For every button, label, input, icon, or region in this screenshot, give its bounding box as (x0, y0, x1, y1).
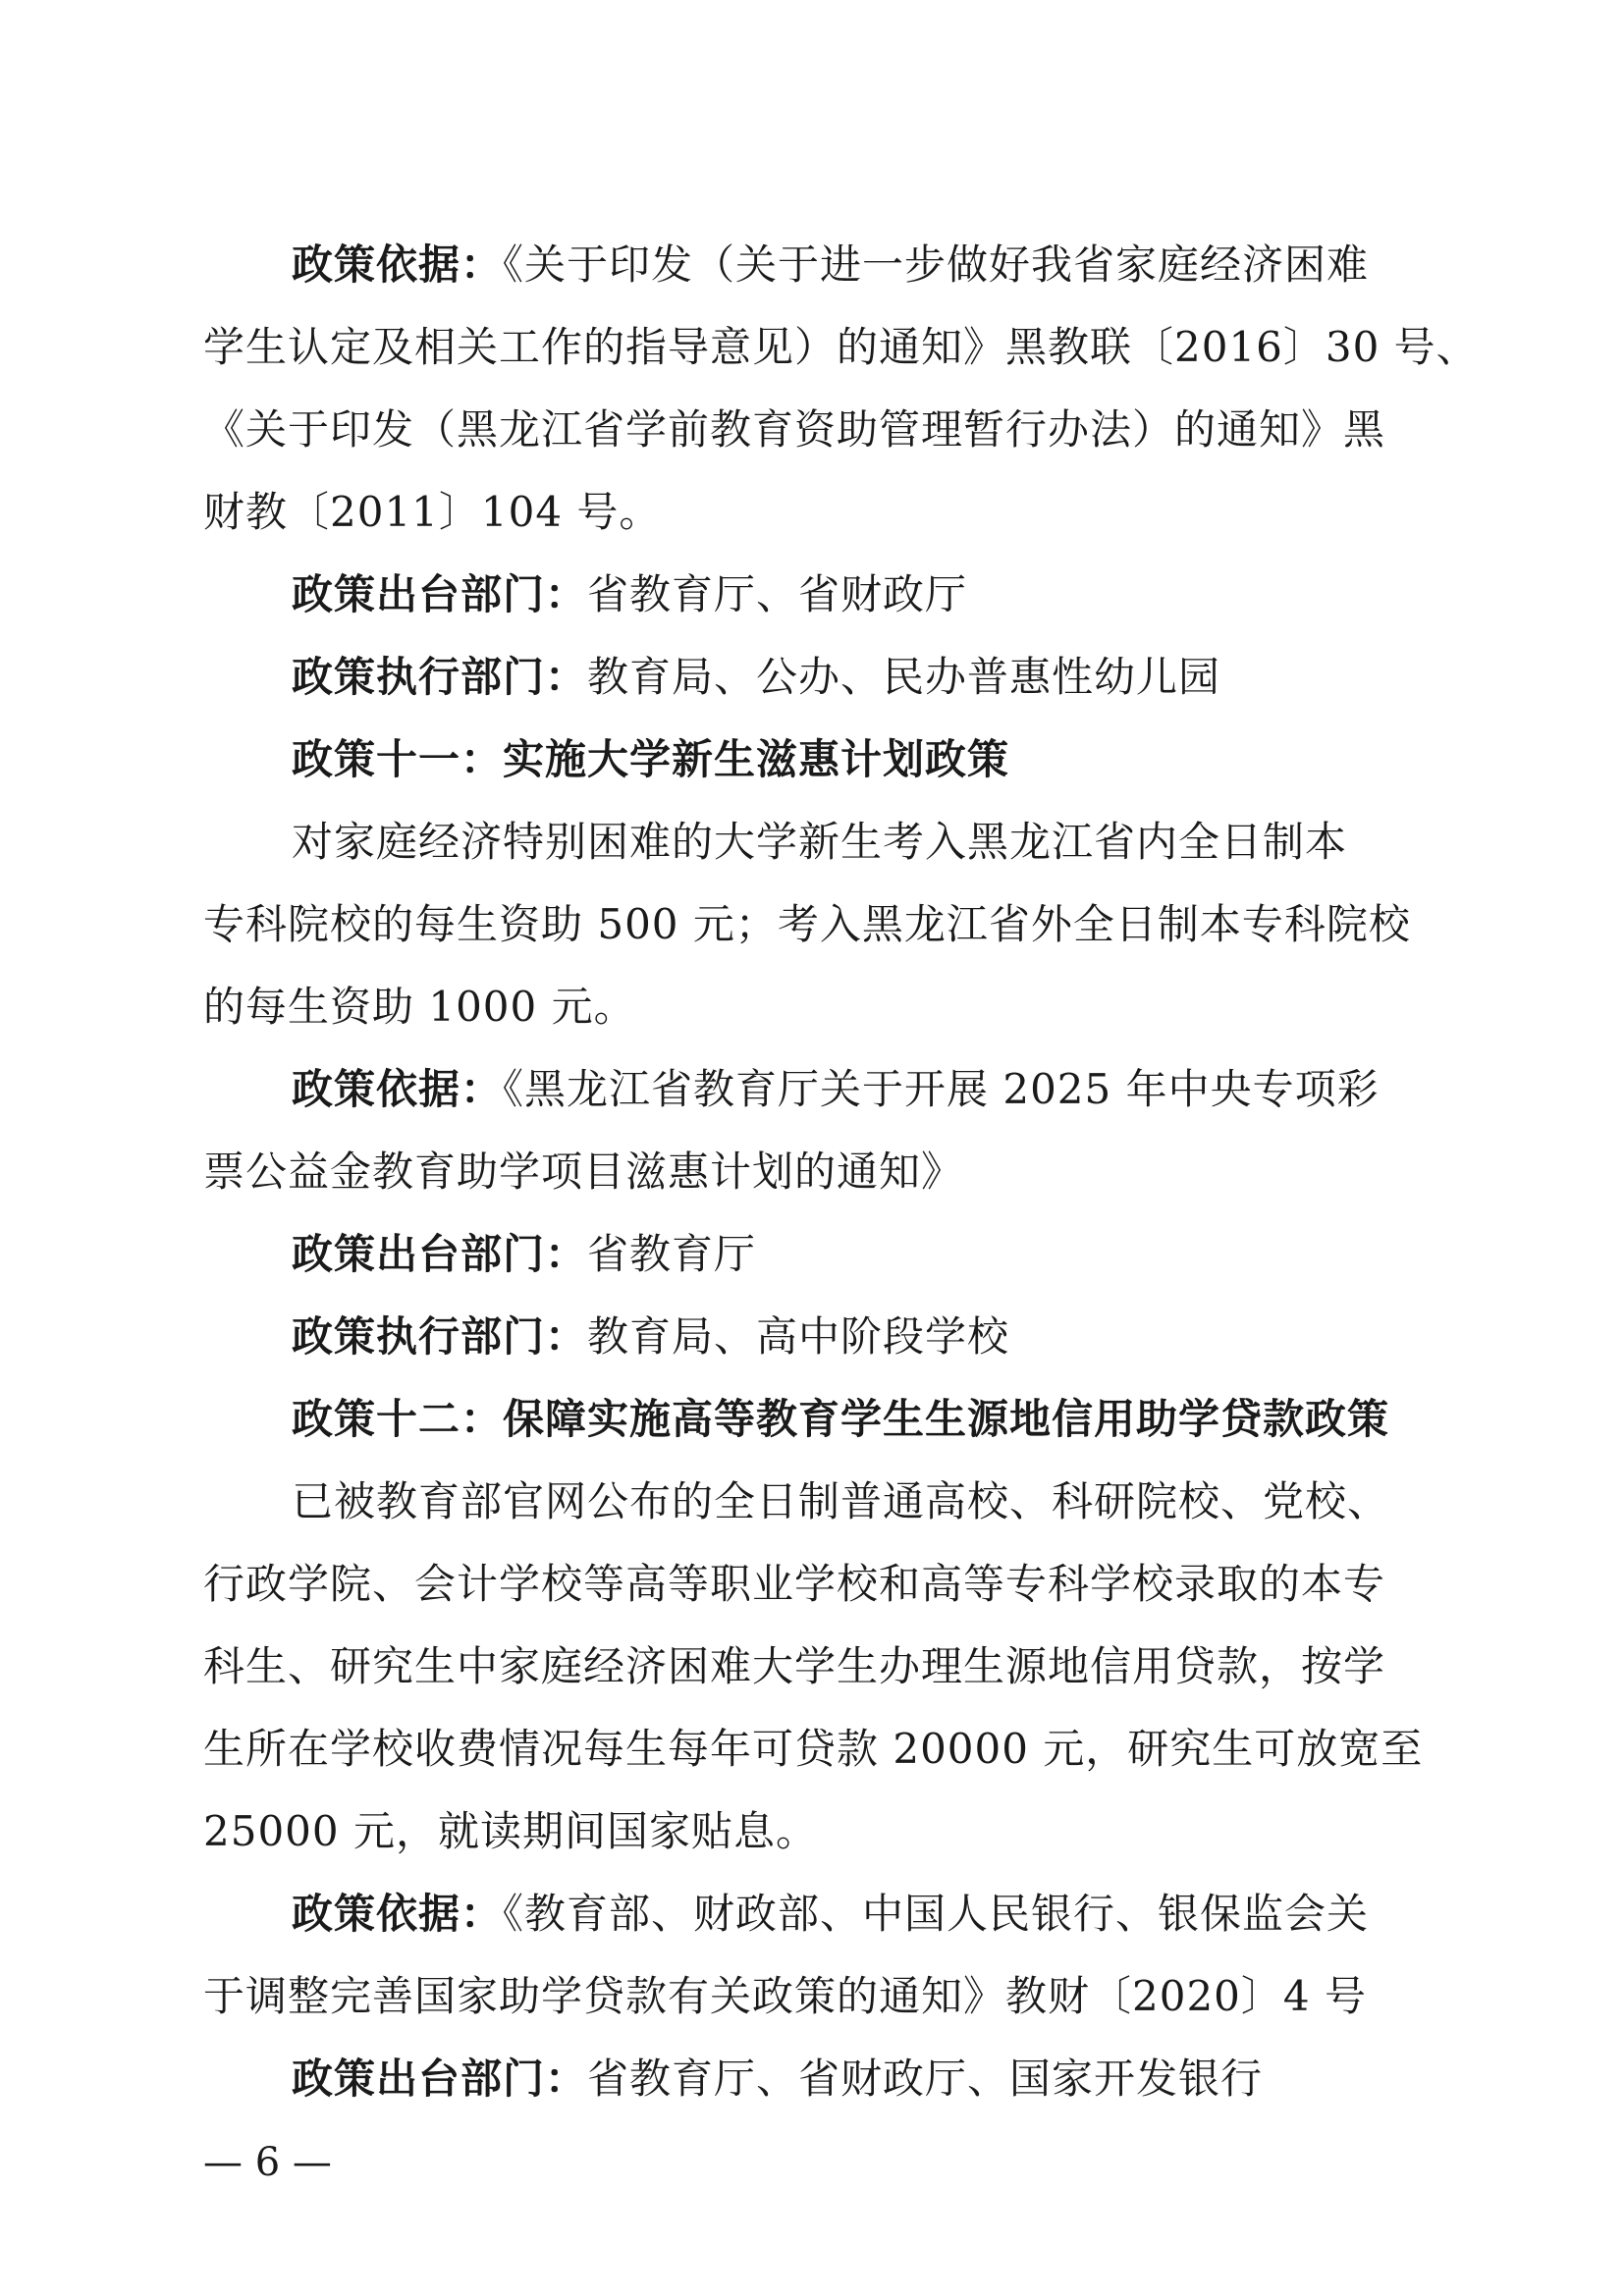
text-line: 生所在学校收费情况每生每年可贷款 20000 元，研究生可放宽至 (203, 1725, 1424, 1773)
text-line: 行政学院、会计学校等高等职业学校和高等专科学校录取的本专 (203, 1560, 1386, 1608)
text-line: 的每生资助 1000 元。 (203, 983, 636, 1031)
section-heading-11: 政策十一：实施大学新生滋惠计划政策 (292, 735, 1010, 783)
text-line: 财教〔2011〕104 号。 (203, 488, 662, 536)
policy-executor-line: 政策执行部门：教育局、公办、民办普惠性幼儿园 (292, 653, 1221, 701)
policy-basis-line: 政策依据：《黑龙江省教育厅关于开展 2025 年中央专项彩 (292, 1065, 1380, 1113)
text-line: 《关于印发（黑龙江省学前教育资助管理暂行办法）的通知》黑 (203, 405, 1386, 454)
text-line: 专科院校的每生资助 500 元；考入黑龙江省外全日制本专科院校 (203, 900, 1411, 948)
policy-issuer-line: 政策出台部门：省教育厅、省财政厅 (292, 570, 968, 618)
page-number: — 6 — (203, 2140, 332, 2185)
text-line: 于调整完善国家助学贷款有关政策的通知》教财〔2020〕4 号 (203, 1972, 1367, 2020)
text-line: 学生认定及相关工作的指导意见）的通知》黑教联〔2016〕30 号、 (203, 323, 1479, 371)
policy-basis-line: 政策依据：《教育部、财政部、中国人民银行、银保监会关 (292, 1890, 1370, 1938)
text-line: 已被教育部官网公布的全日制普通高校、科研院校、党校、 (292, 1477, 1390, 1525)
text-line: 对家庭经济特别困难的大学新生考入黑龙江省内全日制本 (292, 818, 1348, 866)
policy-issuer-line: 政策出台部门：省教育厅、省财政厅、国家开发银行 (292, 2055, 1264, 2103)
policy-executor-line: 政策执行部门：教育局、高中阶段学校 (292, 1312, 1010, 1361)
policy-issuer-line: 政策出台部门：省教育厅 (292, 1230, 757, 1278)
section-heading-12: 政策十二：保障实施高等教育学生生源地信用助学贷款政策 (292, 1395, 1390, 1443)
text-line: 25000 元，就读期间国家贴息。 (203, 1807, 818, 1855)
text-line: 科生、研究生中家庭经济困难大学生办理生源地信用贷款，按学 (203, 1642, 1386, 1690)
document-body (203, 224, 1479, 2120)
policy-basis-line: 政策依据：《关于印发（关于进一步做好我省家庭经济困难 (292, 240, 1370, 289)
text-line: 票公益金教育助学项目滋惠计划的通知》 (203, 1148, 964, 1196)
